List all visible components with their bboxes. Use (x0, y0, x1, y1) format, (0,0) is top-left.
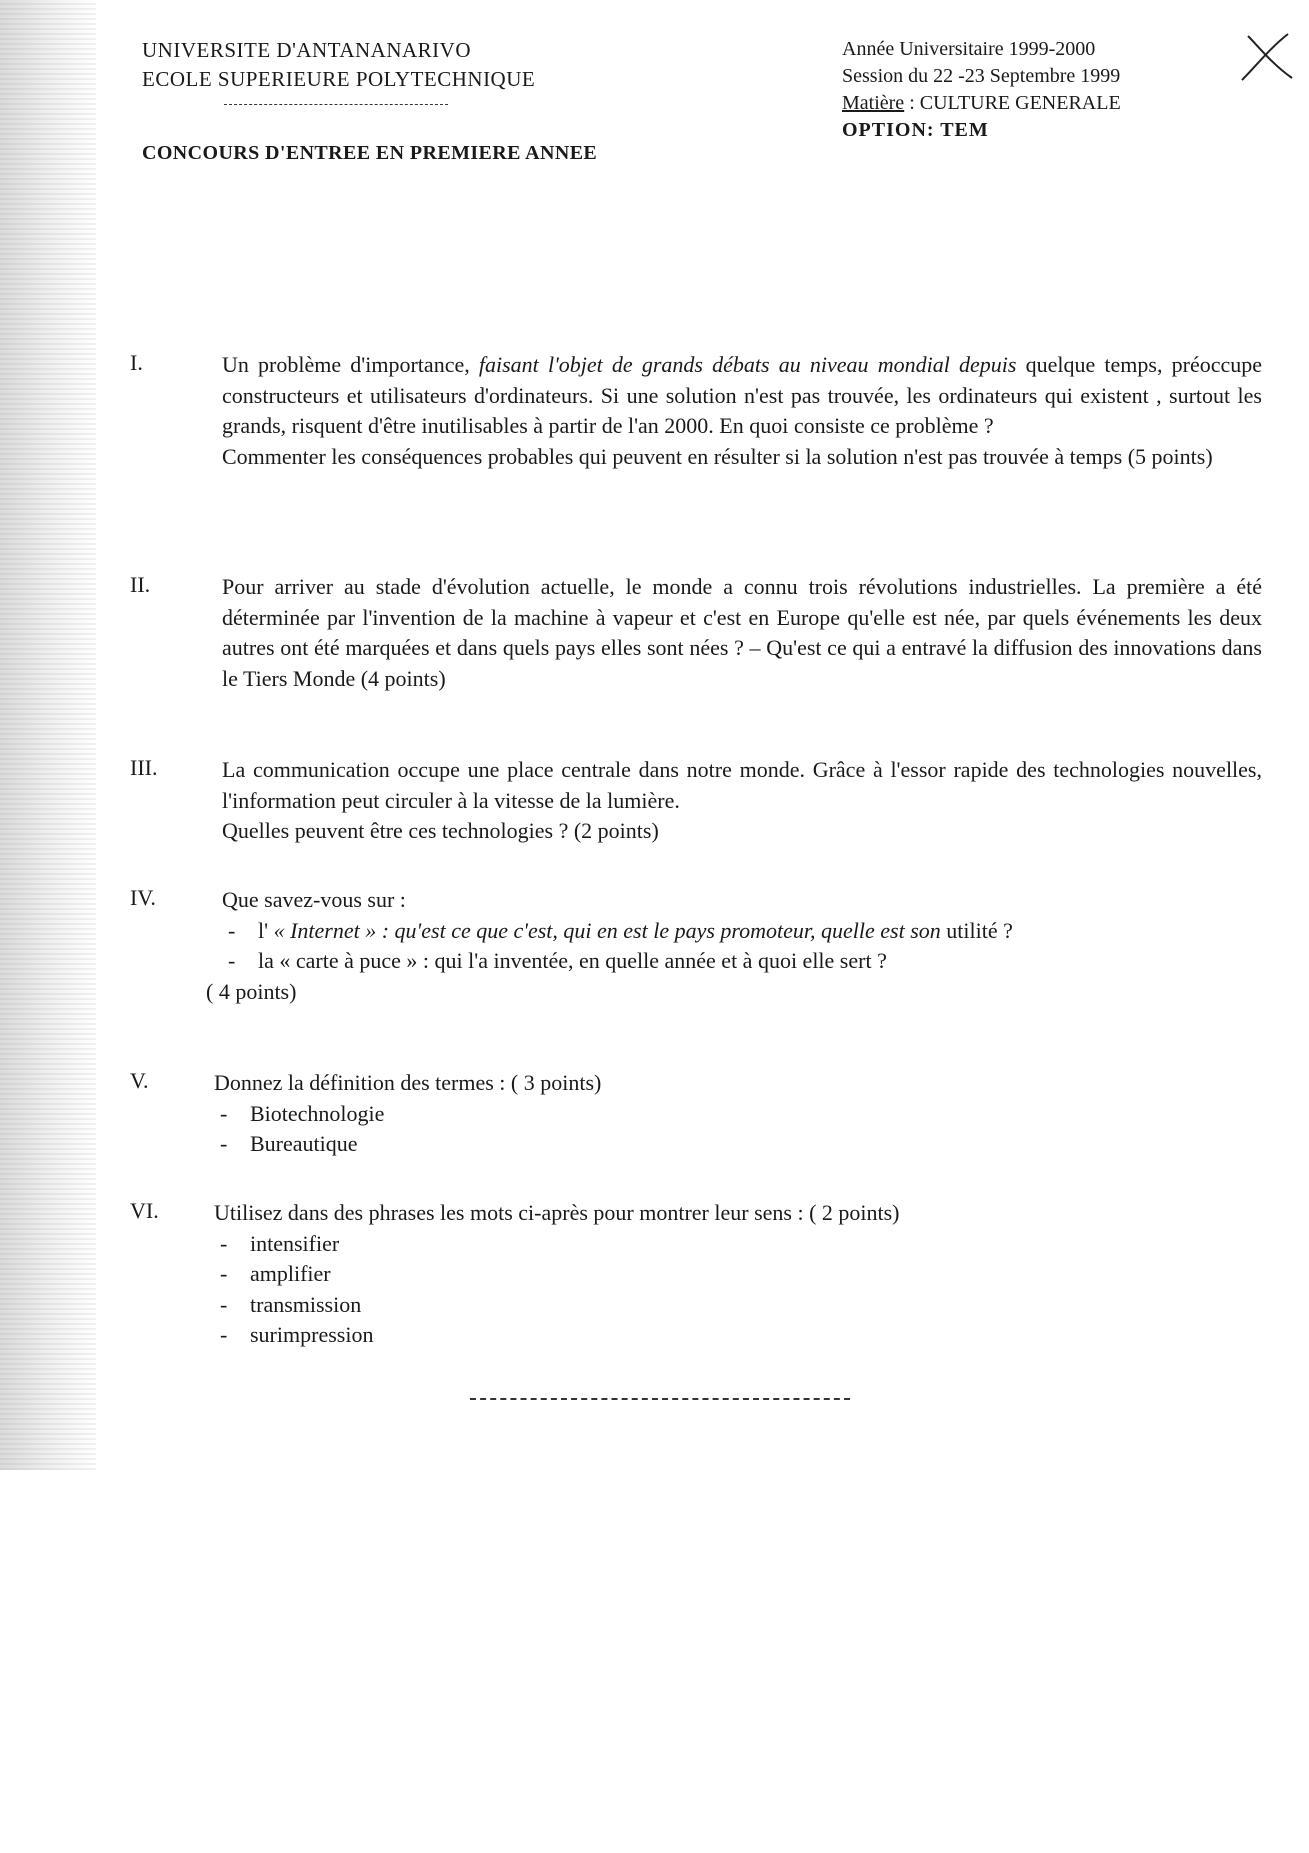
question-number: IV. (130, 885, 156, 910)
list-item: - Biotechnologie (214, 1099, 1254, 1130)
list-item: - surimpression (214, 1320, 1254, 1351)
subject-label: Matière (842, 92, 905, 114)
question-body (222, 350, 1262, 472)
term-list (214, 1099, 1254, 1160)
list-item: - l' « Internet » : qu'est ce que c'est, qui en est le pays promoteur, quelle est son utilité ? (222, 916, 1262, 947)
university-name: UNIVERSITE D'ANTANANARIVO (142, 38, 471, 62)
question-number: III. (130, 755, 158, 780)
handwritten-cross-mark (1236, 28, 1296, 88)
header-session-info (842, 36, 1121, 144)
school-name: ECOLE SUPERIEURE POLYTECHNIQUE (142, 67, 536, 91)
academic-year: Année Universitaire 1999-2000 (842, 38, 1096, 60)
header-institution (142, 36, 535, 105)
list-item: - la « carte à puce » : qui l'a inventée, en quelle année et à quoi elle sert ? (222, 946, 1262, 977)
scan-edge-shadow (0, 0, 96, 1470)
question-intro: Que savez-vous sur : (222, 887, 406, 912)
question-text: Un problème d'importance, (222, 352, 479, 377)
question-number: V. (130, 1068, 149, 1093)
header-divider (224, 104, 448, 105)
word-list (214, 1229, 1254, 1351)
list-item: - intensifier (214, 1229, 1254, 1260)
option-line: OPTION: TEM (842, 119, 989, 141)
list-item: - Bureautique (214, 1129, 1254, 1160)
question-intro: Utilisez dans des phrases les mots ci-après pour montrer leur sens : ( 2 points) (214, 1200, 900, 1225)
contest-title: CONCOURS D'ENTREE EN PREMIERE ANNEE (142, 142, 598, 164)
question-body (214, 1198, 1254, 1351)
question-number: II. (130, 572, 151, 597)
subject-line (842, 90, 1121, 117)
question-body (222, 572, 1262, 694)
topic-list (222, 916, 1262, 977)
question-instruction: Commenter les conséquences probables qui peuvent en résulter si la solution n'est pas trouvée à temps (5 points) (222, 443, 1213, 469)
question-intro: Donnez la définition des termes : ( 3 points) (214, 1070, 602, 1095)
question-body (206, 885, 1262, 1007)
question-text: La communication occupe une place centrale dans notre monde. Grâce à l'essor rapide des technologies nouvelles, l'information peut circuler à la vitesse de la lumière. (222, 757, 1262, 813)
question-text-continued: quelque temps, préoccupe constructeurs et utilisateurs d'ordinateurs. Si une solution n'est pas trouvée, les ordinateurs qui existent , surtout les grands, risquent d'être inutilisables à partir de l'an 2000. En quoi consiste ce problème ? (222, 352, 1263, 438)
question-number: I. (130, 350, 143, 375)
question-number: VI. (130, 1198, 159, 1223)
session-dates: Session du 22 -23 Septembre 1999 (842, 65, 1121, 87)
question-body (222, 755, 1262, 847)
subject-value: : CULTURE GENERALE (904, 92, 1121, 114)
question-text-italic: faisant l'objet de grands débats au niveau mondial depuis (478, 352, 1017, 377)
question-instruction: Quelles peuvent être ces technologies ? (2 points) (222, 818, 659, 843)
list-item: - transmission (214, 1290, 1254, 1321)
question-points: ( 4 points) (206, 978, 297, 1004)
question-text: Pour arriver au stade d'évolution actuelle, le monde a connu trois révolutions industrielles. La première a été déterminée par l'invention de la machine à vapeur et c'est en Europe qu'elle est née, par quels événements les deux autres ont été marquées et dans quels pays elles sont nées ? – Qu'est ce qui a entravé la diffusion des innovations dans le Tiers Monde (4 points) (222, 574, 1262, 691)
list-item: - amplifier (214, 1259, 1254, 1290)
end-of-exam-divider (470, 1398, 850, 1400)
question-body (214, 1068, 1254, 1160)
